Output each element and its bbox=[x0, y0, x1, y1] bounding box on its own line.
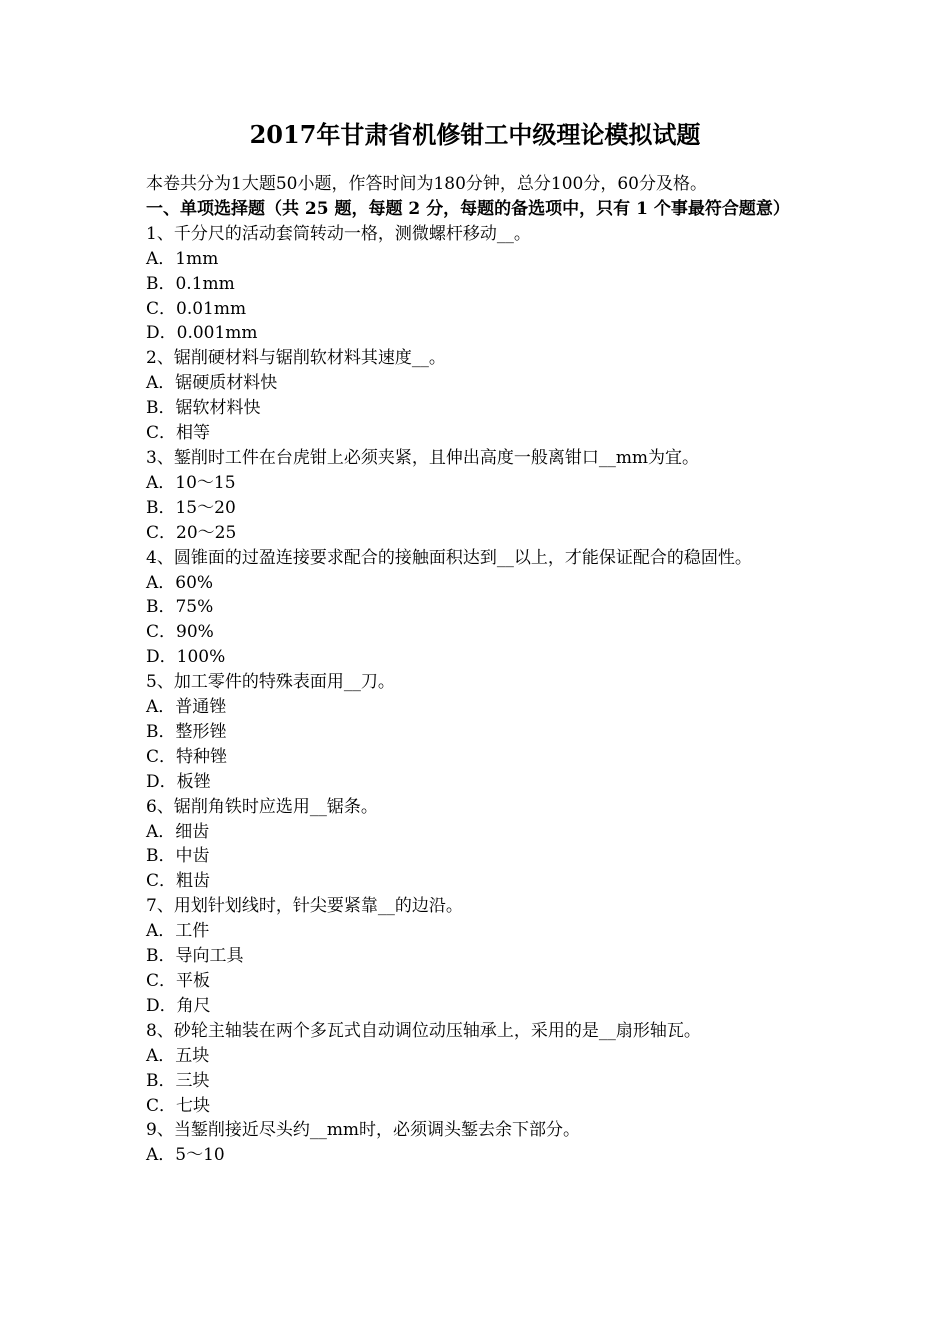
question-stem: 2、锯削硬材料与锯削软材料其速度__。 bbox=[146, 348, 446, 369]
option-b: B．0.1mm bbox=[146, 273, 235, 294]
option-a: A．5～10 bbox=[146, 1145, 225, 1166]
question-5 bbox=[146, 670, 810, 795]
option-a: A．1mm bbox=[146, 248, 219, 269]
option-a: A．细齿 bbox=[146, 821, 210, 842]
option-b: B．15～20 bbox=[146, 497, 236, 518]
question-7 bbox=[146, 894, 810, 1019]
option-a: A．60% bbox=[146, 572, 214, 593]
question-2 bbox=[146, 346, 810, 446]
option-c: C．0.01mm bbox=[146, 298, 247, 319]
option-a: A．10～15 bbox=[146, 472, 236, 493]
option-c: C．平板 bbox=[146, 971, 211, 991]
question-stem: 7、用划针划线时，针尖要紧靠__的边沿。 bbox=[146, 896, 463, 917]
question-3 bbox=[146, 446, 810, 546]
option-b: B．三块 bbox=[146, 1070, 210, 1091]
question-4 bbox=[146, 546, 810, 671]
section-heading: 一、单项选择题（共 25 题，每题 2 分，每题的备选项中，只有 1 个事最符合题意） bbox=[146, 198, 790, 219]
option-b: B．导向工具 bbox=[146, 946, 244, 967]
option-a: A．五块 bbox=[146, 1045, 210, 1066]
option-b: B．75% bbox=[146, 597, 214, 618]
question-stem: 1、千分尺的活动套筒转动一格，测微螺杆移动__。 bbox=[146, 223, 531, 244]
question-1 bbox=[146, 222, 810, 347]
option-a: A．工件 bbox=[146, 921, 210, 942]
option-d: D．0.001mm bbox=[146, 323, 258, 344]
question-stem: 5、加工零件的特殊表面用__刀。 bbox=[146, 672, 395, 693]
option-b: B．锯软材料快 bbox=[146, 398, 261, 419]
question-8 bbox=[146, 1019, 810, 1119]
exam-intro: 本卷共分为1大题50小题，作答时间为180分钟，总分100分，60分及格。 bbox=[146, 174, 707, 194]
option-c: C．20～25 bbox=[146, 522, 237, 543]
question-stem: 4、圆锥面的过盈连接要求配合的接触面积达到__以上，才能保证配合的稳固性。 bbox=[146, 547, 752, 568]
option-b: B．整形锉 bbox=[146, 721, 227, 742]
option-d: D．板锉 bbox=[146, 771, 211, 792]
option-d: D．100% bbox=[146, 647, 226, 668]
question-6 bbox=[146, 795, 810, 895]
option-a: A．锯硬质材料快 bbox=[146, 373, 278, 394]
option-d: D．角尺 bbox=[146, 995, 211, 1016]
option-c: C．90% bbox=[146, 622, 214, 643]
page-title: 2017年甘肃省机修钳工中级理论模拟试题 bbox=[249, 120, 701, 149]
exam-content bbox=[146, 172, 810, 1168]
option-b: B．中齿 bbox=[146, 846, 210, 867]
option-c: C．粗齿 bbox=[146, 871, 211, 892]
option-a: A．普通锉 bbox=[146, 697, 227, 718]
question-stem: 9、当錾削接近尽头约__mm时，必须调头錾去余下部分。 bbox=[146, 1120, 581, 1141]
question-9 bbox=[146, 1118, 810, 1168]
question-stem: 8、砂轮主轴装在两个多瓦式自动调位动压轴承上，采用的是__扇形轴瓦。 bbox=[146, 1020, 701, 1041]
question-stem: 6、锯削角铁时应选用__锯条。 bbox=[146, 796, 378, 817]
option-c: C．特种锉 bbox=[146, 746, 228, 767]
question-stem: 3、錾削时工件在台虎钳上必须夹紧，且伸出高度一般离钳口__mm为宜。 bbox=[146, 447, 700, 468]
option-c: C．相等 bbox=[146, 423, 211, 444]
option-c: C．七块 bbox=[146, 1095, 211, 1116]
